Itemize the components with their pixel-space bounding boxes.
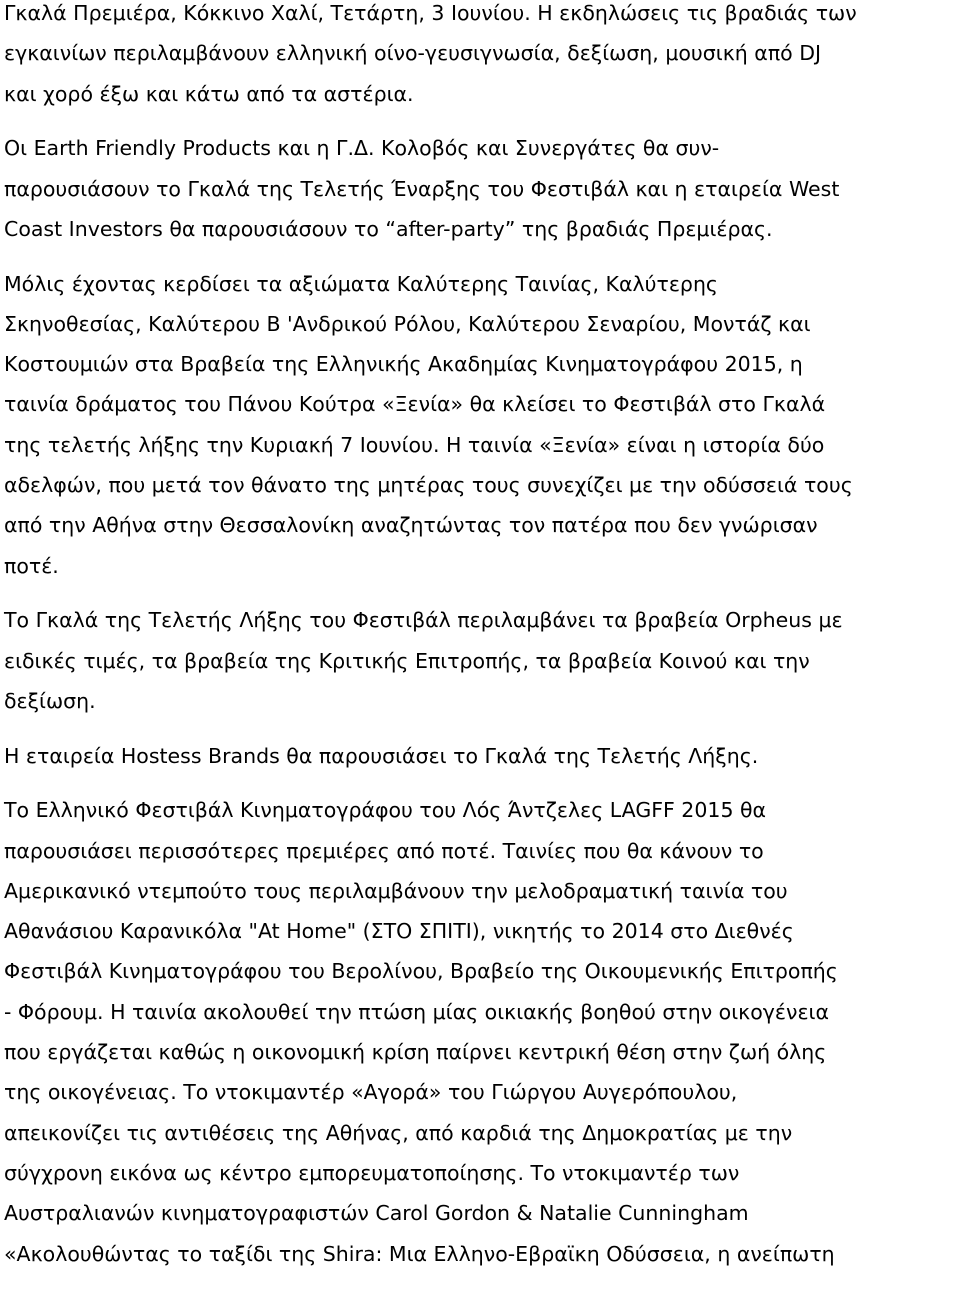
paragraph-hostess-brands (4, 736, 956, 776)
text-line: ταινία δράματος του Πάνου Κούτρα «Ξενία» θα κλείσει το Φεστιβάλ στο Γκαλά (4, 392, 826, 417)
text-line: δεξίωση. (4, 688, 96, 713)
text-line: Οι Earth Friendly Products και η Γ.Δ. Κολοβός και Συνεργάτες θα συν- (4, 136, 720, 161)
text-line: Γκαλά Πρεμιέρα, Κόκκινο Χαλί, Τετάρτη, 3 Ιουνίου. Η εκδηλώσεις τις βραδιάς των (4, 1, 857, 25)
text-line: ειδικές τιμές, τα βραβεία της Κριτικής Επιτροπής, τα βραβεία Κοινού και την (4, 648, 810, 673)
text-line: που εργάζεται καθώς η οικονομική κρίση παίρνει κεντρική θέση στην ζωή όλης (4, 1040, 827, 1065)
text-line: Το Ελληνικό Φεστιβάλ Κινηματογράφου του Λός Άντζελες LAGFF 2015 θα (4, 798, 767, 823)
text-line: Κοστουμιών στα Βραβεία της Ελληνικής Ακαδημίας Κινηματογράφου 2015, η (4, 352, 803, 377)
paragraph-closing-gala (4, 600, 956, 721)
text-line: Αθανάσιου Καρανικόλα "At Home" (ΣΤΟ ΣΠΙΤΙ), νικητής το 2014 στο Διεθνές (4, 919, 794, 944)
text-line: - Φόρουμ. Η ταινία ακολουθεί την πτώση μίας οικιακής βοηθού στην οικογένεια (4, 999, 829, 1024)
text-line: Αυστραλιανών κινηματογραφιστών Carol Gordon & Natalie Cunningham (4, 1201, 749, 1226)
text-line: σύγχρονη εικόνα ως κέντρο εμπορευματοποίησης. Το ντοκιμαντέρ των (4, 1160, 740, 1185)
document-page (4, 0, 956, 1274)
text-line: απεικονίζει τις αντιθέσεις της Αθήνας, από καρδιά της Δημοκρατίας με την (4, 1120, 793, 1145)
text-line: Το Γκαλά της Τελετής Λήξης του Φεστιβάλ περιλαμβάνει τα βραβεία Orpheus με (4, 608, 843, 633)
paragraph-xenia (4, 264, 956, 586)
text-line: παρουσιάσουν το Γκαλά της Τελετής Έναρξης του Φεστιβάλ και η εταιρεία West (4, 176, 840, 201)
text-line: Μόλις έχοντας κερδίσει τα αξιώματα Καλύτερης Ταινίας, Καλύτερης (4, 271, 718, 296)
text-line: και χορό έξω και κάτω από τα αστέρια. (4, 81, 414, 106)
paragraph-sponsors-opening (4, 128, 956, 249)
text-line: εγκαινίων περιλαμβάνουν ελληνική οίνο-γευσιγνωσία, δεξίωση, μουσική από DJ (4, 41, 822, 66)
text-line: παρουσιάσει περισσότερες πρεμιέρες από ποτέ. Ταινίες που θα κάνουν το (4, 838, 764, 863)
text-line: από την Αθήνα στην Θεσσαλονίκη αναζητώντας τον πατέρα που δεν γνώρισαν (4, 513, 818, 538)
text-line: Φεστιβάλ Κινηματογράφου του Βερολίνου, Βραβείο της Οικουμενικής Επιτροπής (4, 959, 838, 984)
paragraph-lagff-premieres (4, 790, 956, 1274)
text-line: «Ακολουθώντας το ταξίδι της Shira: Μια Ελληνο-Εβραϊκη Οδύσσεια, η ανείπωτη (4, 1241, 835, 1266)
text-line: Coast Investors θα παρουσιάσουν το “after-party” της βραδιάς Πρεμιέρας. (4, 216, 773, 241)
text-line: Η εταιρεία Hostess Brands θα παρουσιάσει το Γκαλά της Τελετής Λήξης. (4, 743, 759, 768)
text-line: αδελφών, που μετά τον θάνατο της μητέρας τους συνεχίζει με την οδύσσειά τους (4, 473, 853, 498)
text-line: ποτέ. (4, 553, 59, 578)
text-line: Σκηνοθεσίας, Καλύτερου Β 'Ανδρικού Ρόλου, Καλύτερου Σεναρίου, Μοντάζ και (4, 311, 811, 336)
paragraph-gala-premiere (4, 0, 956, 114)
text-line: Αμερικανικό ντεμπούτο τους περιλαμβάνουν την μελοδραματική ταινία του (4, 878, 788, 903)
text-line: της οικογένειας. Το ντοκιμαντέρ «Αγορά» του Γιώργου Αυγερόπουλου, (4, 1080, 738, 1105)
text-line: της τελετής λήξης την Κυριακή 7 Ιουνίου. Η ταινία «Ξενία» είναι η ιστορία δύο (4, 432, 825, 457)
